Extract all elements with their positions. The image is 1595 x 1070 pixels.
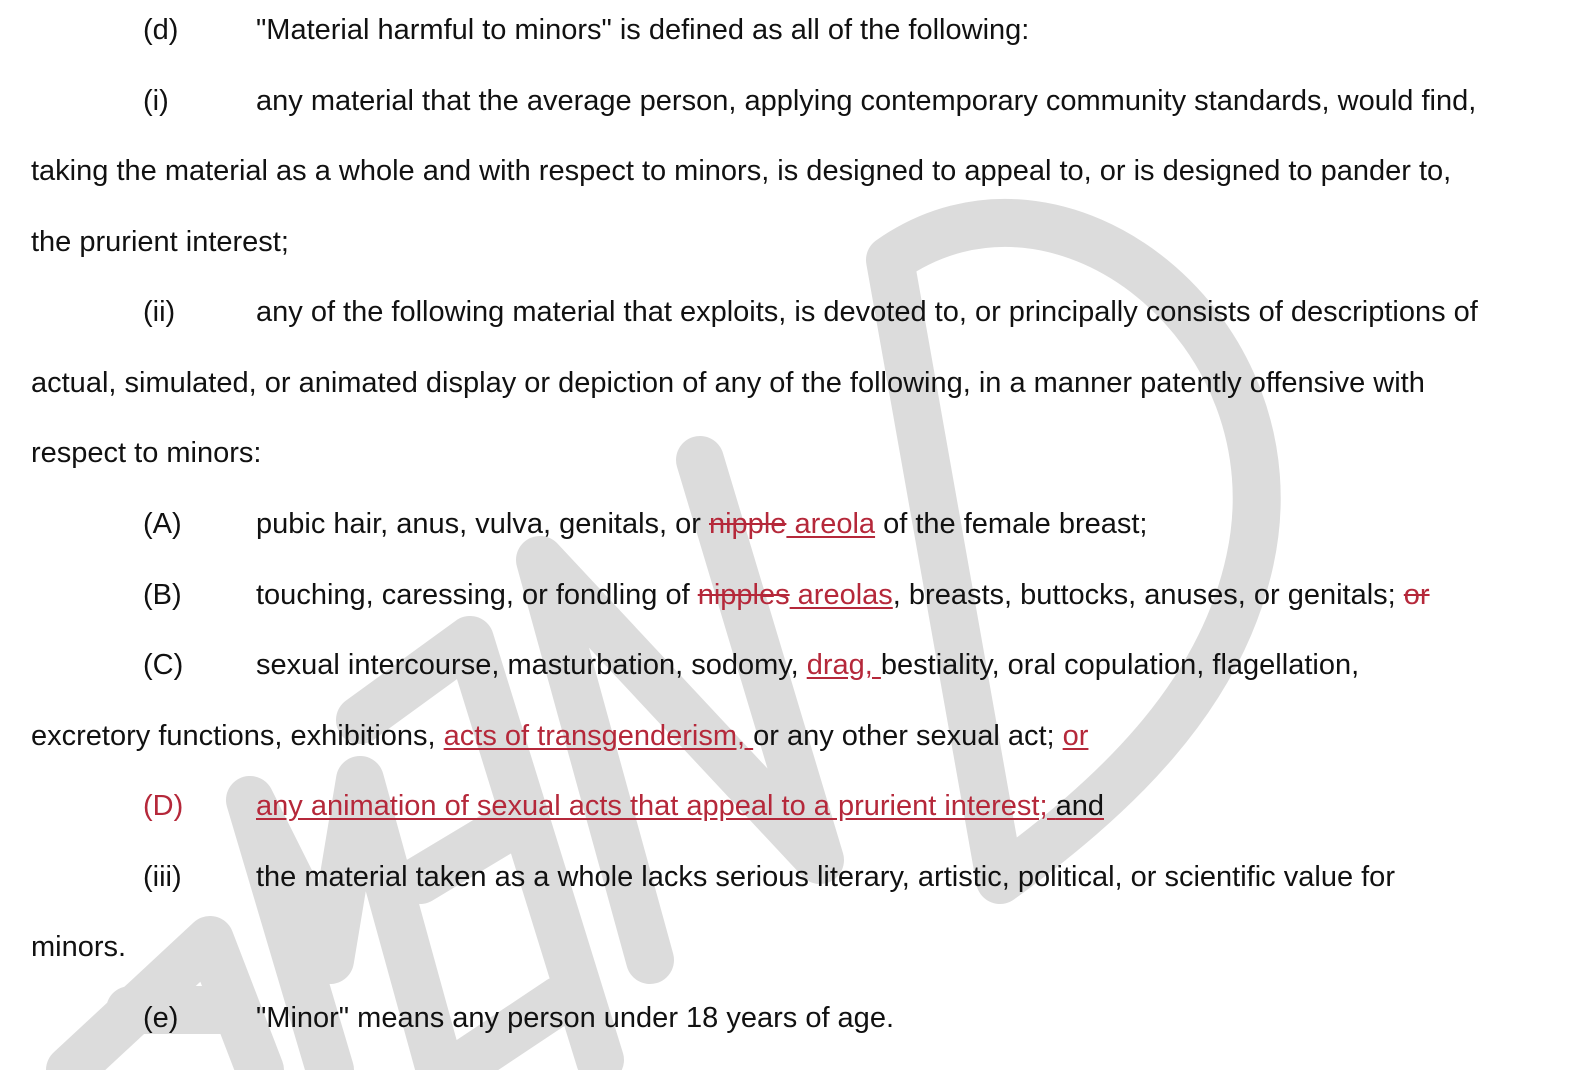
paragraph-e-number: (e) — [143, 1002, 179, 1034]
paragraph-C-post: bestiality, oral copulation, flagellation, — [880, 649, 1360, 681]
paragraph-i-line-3: the prurient interest; — [31, 226, 289, 258]
paragraph-D-text: any animation of sexual acts that appeal to a prurient interest; — [256, 790, 1056, 822]
paragraph-B-text — [256, 575, 1430, 615]
paragraph-ii-line-2: actual, simulated, or animated display or depiction of any of the following, in a manner patently offensive with — [31, 367, 1425, 399]
paragraph-B-pre: touching, caressing, or fondling of — [256, 579, 698, 611]
paragraph-D-post: and — [1055, 790, 1104, 822]
paragraph-A-pre: pubic hair, anus, vulva, genitals, or — [256, 508, 709, 540]
deleted-text: or — [1403, 579, 1430, 611]
paragraph-iii-line-2: minors. — [31, 931, 127, 963]
paragraph-A-number: (A) — [143, 508, 182, 540]
inserted-text: areola — [786, 508, 876, 540]
paragraph-e-text: "Minor" means any person under 18 years of age. — [256, 1002, 894, 1034]
paragraph-C-line-2 — [31, 716, 1088, 756]
paragraph-d-text: "Material harmful to minors" is defined as all of the following: — [256, 14, 1030, 46]
inserted-text: drag, — [806, 649, 881, 681]
deleted-text: nipple — [708, 508, 787, 540]
paragraph-B-number: (B) — [143, 579, 182, 611]
paragraph-i-line-2: taking the material as a whole and with respect to minors, is designed to appeal to, or is designed to pander to, — [31, 155, 1452, 187]
paragraph-ii-line-1: any of the following material that exploits, is devoted to, or principally consists of descriptions of — [256, 296, 1478, 328]
paragraph-d-number: (d) — [143, 14, 179, 46]
paragraph-C-pre: sexual intercourse, masturbation, sodomy, — [256, 649, 807, 681]
paragraph-ii-line-3: respect to minors: — [31, 437, 262, 469]
inserted-text: areolas — [789, 579, 893, 611]
paragraph-D-inserted — [143, 786, 1118, 826]
paragraph-iii-number: (iii) — [143, 861, 182, 893]
paragraph-i-line-1: any material that the average person, applying contemporary community standards, would find, — [256, 85, 1477, 117]
paragraph-ii-number: (ii) — [143, 296, 176, 328]
paragraph-A-post: of the female breast; — [875, 508, 1148, 540]
paragraph-C-line-2-post: or any other sexual act; — [753, 720, 1063, 752]
inserted-text: or — [1062, 720, 1089, 752]
deleted-text: nipples — [697, 579, 790, 611]
paragraph-C-number: (C) — [143, 649, 184, 681]
paragraph-i-number: (i) — [143, 85, 169, 117]
paragraph-D-number: (D) — [143, 790, 184, 822]
paragraph-iii-line-1: the material taken as a whole lacks serious literary, artistic, political, or scientific value for — [256, 861, 1395, 893]
paragraph-A-text — [256, 504, 1148, 544]
inserted-text: acts of transgenderism, — [443, 720, 754, 752]
paragraph-C-line-1 — [256, 645, 1359, 685]
paragraph-C-line-2-pre: excretory functions, exhibitions, — [31, 720, 444, 752]
paragraph-B-post: , breasts, buttocks, anuses, or genitals; — [892, 579, 1404, 611]
